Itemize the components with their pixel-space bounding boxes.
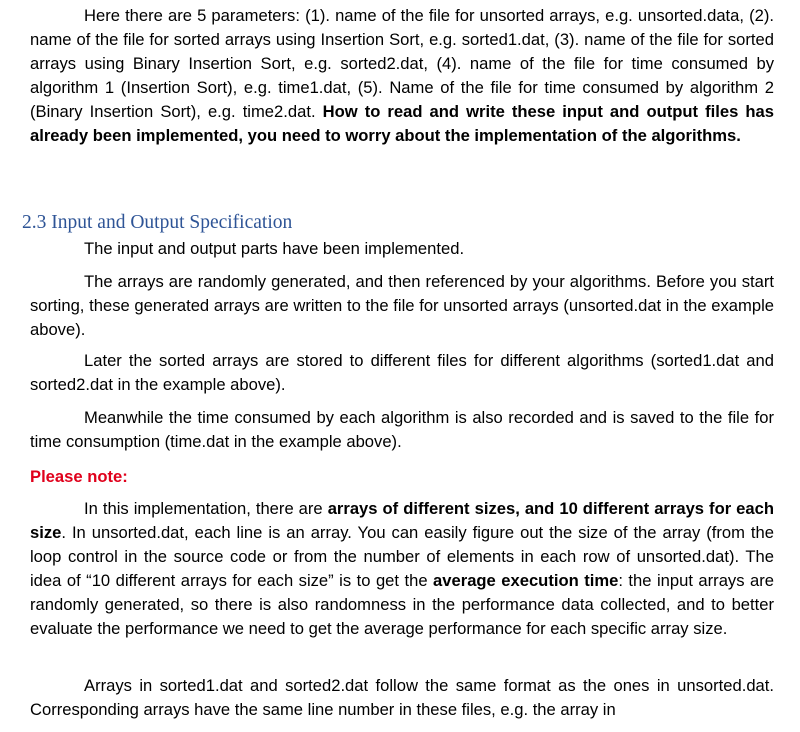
paragraph-io-implemented: The input and output parts have been implemented.: [84, 239, 465, 258]
paragraph-bold-text: arrays of different sizes, and 10 different arrays for each size: [30, 499, 775, 542]
paragraph-bold-text: How to read and write these input and output files has already been implemented, you need to worry about the implementation of the algorithms.: [30, 102, 774, 145]
paragraph-implementation-note: [30, 497, 774, 641]
paragraph-bold-text: average execution time: [433, 571, 619, 590]
paragraph-text: Here there are 5 parameters: (1). name of the file for unsorted arrays, e.g. unsorted.data, (2). name of the file for sorted arrays using Insertion Sort, e.g. sorted1.dat, (3). name of the file for sorted arrays using Binary Insertion Sort, e.g. sorted2.dat, (4). name of the file for time consumed by algorithm 1 (Insertion Sort), e.g. time1.dat, (5). Name of the file for time consumed by algorithm 2 (Binary Insertion Sort), e.g. time2.dat.: [30, 6, 774, 121]
section-heading: 2.3 Input and Output Specification: [22, 212, 293, 233]
paragraph-parameters: [30, 4, 774, 148]
please-note-label: Please note:: [30, 467, 128, 486]
paragraph-text: . In unsorted.dat, each line is an array. You can easily figure out the size of the array (from the loop control in the source code or from the number of elements in each row of unsorted.dat). The idea of “10 different arrays for each size” is to get the: [30, 523, 774, 590]
paragraph-time-consumed: Meanwhile the time consumed by each algorithm is also recorded and is saved to the file for time consumption (time.dat in the example above).: [30, 408, 774, 451]
paragraph-text: : the input arrays are randomly generated, so there is also randomness in the performance data collected, and to better evaluate the performance we need to get the average performance for each specific array size.: [30, 571, 774, 638]
paragraph-sorted-files: Later the sorted arrays are stored to different files for different algorithms (sorted1.dat and sorted2.dat in the example above).: [30, 351, 774, 394]
paragraph-sorted-format: Arrays in sorted1.dat and sorted2.dat follow the same format as the ones in unsorted.dat. Corresponding arrays have the same line number in these files, e.g. the array in: [30, 676, 774, 719]
paragraph-text: In this implementation, there are: [84, 499, 328, 518]
paragraph-arrays-generated: The arrays are randomly generated, and then referenced by your algorithms. Before you start sorting, these generated arrays are written to the file for unsorted arrays (unsorted.dat in the example above).: [30, 272, 774, 339]
